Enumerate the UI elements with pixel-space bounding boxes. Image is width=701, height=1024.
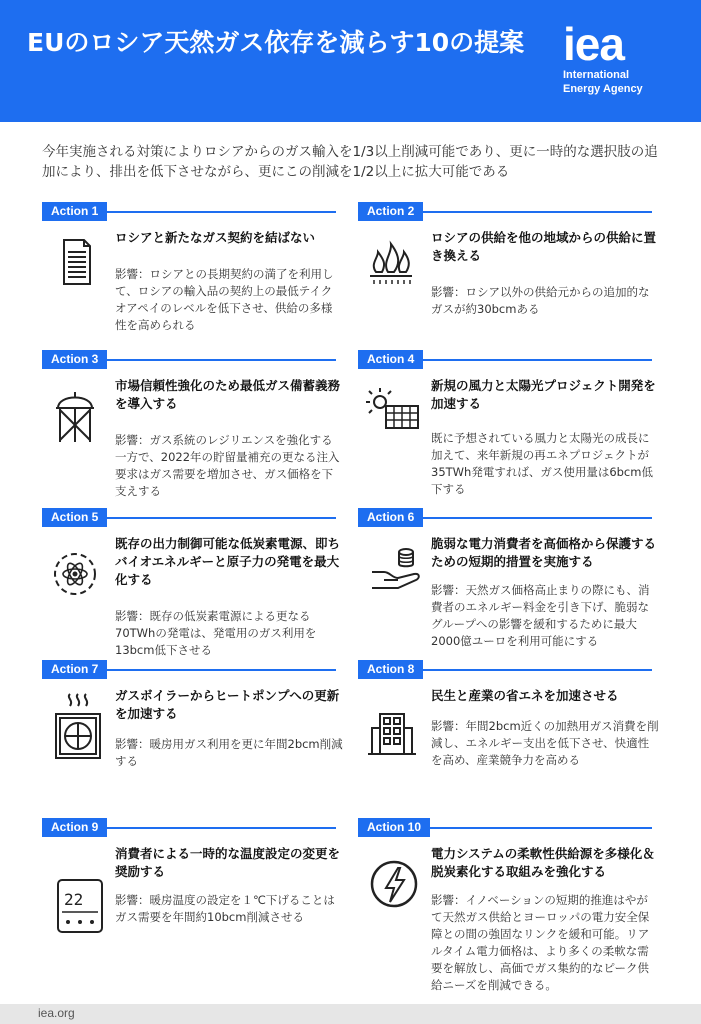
action-tag: Action 10 <box>358 818 430 837</box>
intro-text: 今年実施される対策によりロシアからのガス輸入を1/3以上削減可能であり、更に一時的な選択肢の追加により、排出を低下させながら、更にこの削減を1/2以上に拡大可能である <box>42 144 658 180</box>
lightning-icon <box>366 848 416 908</box>
thermostat-icon <box>50 848 100 908</box>
action-body: 影響：既存の低炭素電源による更なる70TWhの発電は、発電用のガス利用を13bcm低下させる <box>115 609 317 657</box>
action-tag: Action 4 <box>358 350 423 369</box>
action-body: 影響：イノベーションの短期的推進はやがて天然ガス供給とヨーロッパの電力安全保障との間の強固なリンクを緩和可能。リアルタイム電力価格は、より多くの柔軟な需要を解放し、高価でガス集約的なピーク供給ニーズを削減できる。 <box>431 893 650 992</box>
thermostat-reading: 22 <box>64 890 84 909</box>
header-banner <box>0 0 701 122</box>
action-heading: ロシアと新たなガス契約を結ばない <box>115 230 316 245</box>
divider <box>102 827 336 829</box>
action-body: 影響：暖房温度の設定を１℃下げることはガス需要を年間約10bcm削減させる <box>115 893 335 924</box>
document-icon <box>50 232 100 292</box>
action-tag: Action 8 <box>358 660 423 679</box>
divider <box>418 517 652 519</box>
page-title: EUのロシア天然ガス依存を減らす10の提案 <box>27 28 525 57</box>
action-heading: 消費者による一時的な温度設定の変更を奨励する <box>115 846 341 879</box>
action-heading: 民生と産業の省エネを加速させる <box>431 688 619 703</box>
action-tag: Action 6 <box>358 508 423 527</box>
action-heading: 市場信頼性強化のため最低ガス備蓄義務を導入する <box>115 378 341 411</box>
divider <box>424 827 652 829</box>
action-heading: 電力システムの柔軟性供給源を多様化＆脱炭素化する取組みを強化する <box>431 846 655 879</box>
atom-icon <box>50 538 100 598</box>
action-tag: Action 1 <box>42 202 107 221</box>
divider <box>102 211 336 213</box>
action-tag: Action 9 <box>42 818 107 837</box>
action-tag: Action 5 <box>42 508 107 527</box>
action-heading: 既存の出力制御可能な低炭素電源、即ちバイオエネルギーと原子力の発電を最大化する <box>115 536 341 587</box>
building-icon <box>366 690 416 750</box>
action-heading: ロシアの供給を他の地域からの供給に置き換える <box>431 230 657 263</box>
action-heading: 新規の風力と太陽光プロジェクト開発を加速する <box>431 378 656 411</box>
action-body: 影響：暖房用ガス利用を更に年間2bcm削減する <box>115 737 343 768</box>
storage-tank-icon <box>50 380 100 440</box>
logo-line-2: Energy Agency <box>563 83 643 95</box>
iea-logo[interactable] <box>563 18 643 96</box>
action-body: 影響：ガス系統のレジリエンスを強化する一方で、2022年の貯留量補充の更なる注入要求はガス需要を増加させ、ガス価格を下支えする <box>115 433 340 498</box>
action-body: 影響：天然ガス価格高止まりの際にも、消費者のエネルギー料金を引き下げ、脆弱なグループへの影響を緩和するために最大2000億ユーロを利用可能にする <box>431 583 650 648</box>
action-body: 影響：ロシアとの長期契約の満了を利用して、ロシアの輸入品の契約上の最低テイクオアペイのレベルを低下させ、供給の多様性を高められる <box>115 267 334 332</box>
heat-pump-icon <box>50 690 100 750</box>
divider <box>102 517 336 519</box>
action-tag: Action 3 <box>42 350 107 369</box>
divider <box>102 669 336 671</box>
gas-flame-icon <box>366 232 416 292</box>
divider <box>418 359 652 361</box>
logo-mark: iea <box>563 18 624 70</box>
footer <box>0 1004 701 1024</box>
action-heading: ガスボイラーからヒートポンプへの更新を加速する <box>115 688 340 721</box>
solar-panel-icon <box>366 380 416 440</box>
divider <box>102 359 336 361</box>
action-body: 影響：ロシア以外の供給元からの追加的なガスが約30bcmある <box>431 285 650 316</box>
action-heading: 脆弱な電力消費者を高価格から保護するための短期的措置を実施する <box>431 536 657 569</box>
action-tag: Action 2 <box>358 202 423 221</box>
logo-line-1: International <box>563 69 630 81</box>
action-body: 既に予想されている風力と太陽光の成長に加えて、来年新規の再エネプロジェクトが35TWh発電すれば、ガス使用量は6bcm低下する <box>431 431 653 496</box>
action-body: 影響：年間2bcm近くの加熱用ガス消費を削減し、エネルギー支出を低下させ、快適性を高め、産業競争力を高める <box>431 719 659 767</box>
action-tag: Action 7 <box>42 660 107 679</box>
footer-link[interactable]: iea.org <box>38 1006 75 1020</box>
coins-in-hand-icon <box>366 538 416 598</box>
divider <box>418 211 652 213</box>
divider <box>418 669 652 671</box>
